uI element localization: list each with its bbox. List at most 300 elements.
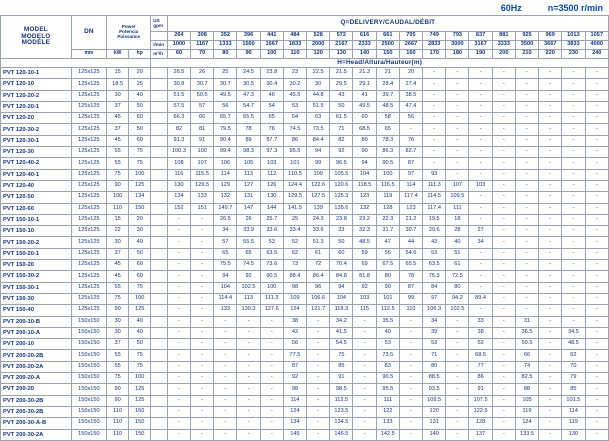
row-head-15: - <box>515 147 538 158</box>
row-head-6: - <box>307 361 330 372</box>
row-dn: 150x150 <box>71 327 106 338</box>
row-dn: 125x125 <box>71 305 106 316</box>
row-model: PVT 150-10 <box>1 226 72 237</box>
row-head-2: 106 <box>214 158 237 169</box>
row-head-6: - <box>307 406 330 417</box>
row-power-kw: 90 <box>107 180 129 191</box>
row-model: PVT 200-30-2A <box>1 429 72 440</box>
row-head-10: 97 <box>399 169 422 180</box>
row-head-15: 31 <box>515 316 538 327</box>
row-head-18: - <box>585 271 609 282</box>
row-head-16: - <box>539 192 562 203</box>
row-head-8: 29.1 <box>353 79 376 90</box>
row-model: PVT 150-30-2 <box>1 271 72 282</box>
row-head-15: - <box>515 237 538 248</box>
row-head-1: - <box>191 361 214 372</box>
row-unit-spacer <box>151 203 168 214</box>
row-head-14: - <box>492 373 515 384</box>
row-head-4: - <box>260 395 283 406</box>
row-power-kw: 45 <box>107 260 129 271</box>
row-head-12: - <box>446 361 469 372</box>
row-model: PVT 120-50 <box>1 192 72 203</box>
row-head-13: 91 <box>469 384 492 395</box>
row-head-5: 25 <box>283 214 306 225</box>
row-power-kw: 30 <box>107 327 129 338</box>
row-head-5: 109 <box>283 293 306 304</box>
row-head-15: - <box>515 135 538 146</box>
table-row <box>1 226 609 237</box>
row-head-17: 101.5 <box>562 395 585 406</box>
row-head-0: - <box>167 395 190 406</box>
row-head-14: - <box>492 418 515 429</box>
row-head-18: - <box>585 90 609 101</box>
row-head-7: 61.5 <box>330 113 353 124</box>
row-head-10: 82.7 <box>399 147 422 158</box>
row-head-14: - <box>492 90 515 101</box>
row-head-13: 86 <box>469 373 492 384</box>
row-head-15: - <box>515 192 538 203</box>
flow-usgpm-8: 616 <box>353 32 376 41</box>
row-head-18: - <box>585 429 609 440</box>
row-head-16: - <box>539 169 562 180</box>
row-head-0: - <box>167 327 190 338</box>
row-head-14: - <box>492 135 515 146</box>
row-head-14: - <box>492 395 515 406</box>
row-model: PVT 200-10-A <box>1 327 72 338</box>
flow-usgpm-5: 484 <box>283 32 306 41</box>
row-dn: 150x150 <box>71 373 106 384</box>
row-head-11: 111.3 <box>423 180 446 191</box>
row-unit-spacer <box>151 113 168 124</box>
row-unit-spacer <box>151 90 168 101</box>
flow-m3h-18: 240 <box>585 50 609 59</box>
row-head-12: 107 <box>446 180 469 191</box>
row-head-2: 104 <box>214 282 237 293</box>
row-power-kw: 55 <box>107 282 129 293</box>
row-head-2: - <box>214 384 237 395</box>
row-head-7: 50 <box>330 237 353 248</box>
row-head-10: - <box>399 373 422 384</box>
row-head-8: 118.5 <box>353 180 376 191</box>
row-head-8: 90 <box>353 147 376 158</box>
row-head-6: 63 <box>307 113 330 124</box>
row-head-7: 112.5 <box>330 395 353 406</box>
row-head-14: - <box>492 214 515 225</box>
flow-lmin-2: 1333 <box>214 41 237 50</box>
row-head-7: 96.5 <box>330 158 353 169</box>
row-head-17: - <box>562 113 585 124</box>
flow-lmin-12: 3000 <box>446 41 469 50</box>
row-dn: 150x150 <box>71 406 106 417</box>
row-head-5: 145 <box>283 429 306 440</box>
row-head-9: 111 <box>376 395 399 406</box>
row-head-1: - <box>191 406 214 417</box>
flow-m3h-3: 90 <box>237 50 260 59</box>
row-dn: 150x150 <box>71 418 106 429</box>
row-head-4: 23.8 <box>260 68 283 79</box>
row-power-hp: 100 <box>129 373 151 384</box>
row-head-1: - <box>191 350 214 361</box>
row-head-4: 33.6 <box>260 226 283 237</box>
flow-m3h-8: 140 <box>353 50 376 59</box>
table-row <box>1 429 609 440</box>
row-head-2: 114.4 <box>214 293 237 304</box>
row-head-3: 30.5 <box>237 79 260 90</box>
row-head-2: 133 <box>214 305 237 316</box>
row-head-0: 57.5 <box>167 101 190 112</box>
row-head-1: - <box>191 237 214 248</box>
row-dn: 125x125 <box>71 226 106 237</box>
row-head-0: 100.3 <box>167 147 190 158</box>
row-head-12: - <box>446 350 469 361</box>
row-head-5: 42 <box>283 327 306 338</box>
row-head-11: 117.4 <box>423 203 446 214</box>
row-head-14: - <box>492 384 515 395</box>
row-head-16: - <box>539 260 562 271</box>
flow-m3h-2: 80 <box>214 50 237 59</box>
row-unit-spacer <box>151 316 168 327</box>
row-head-2: 34 <box>214 226 237 237</box>
row-head-15: - <box>515 271 538 282</box>
table-row <box>1 327 609 338</box>
row-head-3: 113 <box>237 293 260 304</box>
row-unit-spacer <box>151 384 168 395</box>
row-head-7: 125.3 <box>330 192 353 203</box>
row-head-7: 70.4 <box>330 260 353 271</box>
table-row <box>1 214 609 225</box>
row-head-11: 106.3 <box>423 305 446 316</box>
row-head-7: 98.5 <box>330 384 353 395</box>
flow-usgpm-18: 1057 <box>585 32 609 41</box>
flow-lmin-4: 1667 <box>260 41 283 50</box>
row-dn: 125x125 <box>71 203 106 214</box>
row-head-11: 120 <box>423 406 446 417</box>
row-head-8: - <box>353 429 376 440</box>
row-head-5: 88.4 <box>283 271 306 282</box>
row-unit-spacer <box>151 68 168 79</box>
row-power-kw: 90 <box>107 395 129 406</box>
flow-m3h-15: 210 <box>515 50 538 59</box>
row-unit-spacer <box>151 135 168 146</box>
row-head-3: 113 <box>237 169 260 180</box>
table-row <box>1 260 609 271</box>
flow-lmin-16: 3667 <box>539 41 562 50</box>
row-power-hp: 20 <box>129 68 151 79</box>
row-power-kw: 45 <box>107 135 129 146</box>
row-head-11: 53 <box>423 339 446 350</box>
row-power-hp: 50 <box>129 124 151 135</box>
row-head-7: 41.5 <box>330 327 353 338</box>
flow-usgpm-11: 749 <box>423 32 446 41</box>
row-unit-spacer <box>151 158 168 169</box>
row-head-11: 71 <box>423 350 446 361</box>
row-model: PVT 200-30-2B <box>1 406 72 417</box>
row-head-15: - <box>515 260 538 271</box>
row-head-9: 35.5 <box>376 316 399 327</box>
row-head-1: - <box>191 429 214 440</box>
row-model: PVT 200-10-B <box>1 316 72 327</box>
row-head-13: 38 <box>469 327 492 338</box>
row-power-hp: 100 <box>129 169 151 180</box>
row-head-16: - <box>539 282 562 293</box>
row-head-12: 61 <box>446 260 469 271</box>
row-head-4: 46 <box>260 90 283 101</box>
row-unit-spacer <box>151 180 168 191</box>
row-head-5: 87 <box>283 361 306 372</box>
row-head-15: 82.5 <box>515 373 538 384</box>
row-head-16: - <box>539 429 562 440</box>
row-head-0: - <box>167 271 190 282</box>
row-power-hp: 60 <box>129 260 151 271</box>
row-head-2: 129 <box>214 180 237 191</box>
row-head-3: - <box>237 316 260 327</box>
row-head-16: - <box>539 101 562 112</box>
row-head-7: 92 <box>330 147 353 158</box>
row-head-6: 127.5 <box>307 192 330 203</box>
row-head-16: - <box>539 350 562 361</box>
row-head-7: 120.6 <box>330 180 353 191</box>
row-head-15: - <box>515 305 538 316</box>
row-head-14: - <box>492 169 515 180</box>
row-head-14: - <box>492 124 515 135</box>
row-power-hp: 40 <box>129 316 151 327</box>
row-model: PVT 120-20-1 <box>1 101 72 112</box>
row-head-1: - <box>191 293 214 304</box>
row-head-8: 94 <box>353 158 376 169</box>
row-dn: 125x125 <box>71 113 106 124</box>
row-head-4: 100 <box>260 282 283 293</box>
row-head-18: - <box>585 180 609 191</box>
row-head-18: - <box>585 361 609 372</box>
row-dn: 125x125 <box>71 90 106 101</box>
row-head-9: 122 <box>376 406 399 417</box>
row-dn: 150x150 <box>71 384 106 395</box>
flow-lmin-7: 2167 <box>330 41 353 50</box>
row-head-6: - <box>307 384 330 395</box>
row-head-18: - <box>585 282 609 293</box>
row-head-1: - <box>191 214 214 225</box>
row-head-12: 111 <box>446 203 469 214</box>
row-unit-spacer <box>151 429 168 440</box>
row-head-18: - <box>585 147 609 158</box>
row-head-8: 21.3 <box>353 68 376 79</box>
flow-m3h-6: 120 <box>307 50 330 59</box>
row-head-17: - <box>562 135 585 146</box>
row-head-16: - <box>539 395 562 406</box>
row-head-1: 115.5 <box>191 169 214 180</box>
row-head-16: - <box>539 271 562 282</box>
row-power-hp: 25 <box>129 79 151 90</box>
row-power-hp: 75 <box>129 158 151 169</box>
row-head-13: - <box>469 147 492 158</box>
row-head-17: - <box>562 90 585 101</box>
row-head-7: 94 <box>330 282 353 293</box>
table-row <box>1 316 609 327</box>
row-power-hp: 125 <box>129 305 151 316</box>
row-unit-spacer <box>151 260 168 271</box>
row-head-18: - <box>585 68 609 79</box>
header-q-title: Q=DELIVERY/CAUDAL/DÉBIT <box>167 16 608 32</box>
row-head-2: - <box>214 361 237 372</box>
row-head-3: 127 <box>237 180 260 191</box>
row-head-0: - <box>167 237 190 248</box>
flow-usgpm-17: 1013 <box>562 32 585 41</box>
flow-lmin-15: 3500 <box>515 41 538 50</box>
row-head-8: 48.5 <box>353 237 376 248</box>
row-head-2: 132 <box>214 192 237 203</box>
row-head-14: - <box>492 68 515 79</box>
row-head-13: 77 <box>469 361 492 372</box>
row-power-kw: 90 <box>107 305 129 316</box>
row-power-kw: 75 <box>107 373 129 384</box>
row-head-3: 92 <box>237 271 260 282</box>
header-model <box>1 16 72 59</box>
row-head-15: - <box>515 214 538 225</box>
row-head-9: 78.3 <box>376 135 399 146</box>
row-power-hp: 40 <box>129 237 151 248</box>
row-head-16: - <box>539 113 562 124</box>
row-dn: 125x125 <box>71 260 106 271</box>
row-head-7: 82 <box>330 135 353 146</box>
row-head-9: 133 <box>376 418 399 429</box>
row-head-12: 40 <box>446 237 469 248</box>
row-model: PVT 120-10 <box>1 79 72 90</box>
table-row <box>1 271 609 282</box>
row-head-10: 78 <box>399 271 422 282</box>
row-head-5: 38 <box>283 316 306 327</box>
flow-usgpm-13: 837 <box>469 32 492 41</box>
row-head-10: - <box>399 350 422 361</box>
row-head-18: - <box>585 226 609 237</box>
header-power <box>107 16 151 50</box>
row-head-1: - <box>191 384 214 395</box>
table-row <box>1 135 609 146</box>
row-head-10: 117.4 <box>399 192 422 203</box>
row-head-2: - <box>214 429 237 440</box>
row-power-hp: 75 <box>129 147 151 158</box>
row-power-hp: 125 <box>129 384 151 395</box>
flow-lmin-17: 3833 <box>562 41 585 50</box>
row-dn: 125x125 <box>71 135 106 146</box>
table-row <box>1 79 609 90</box>
row-head-0: 152 <box>167 203 190 214</box>
row-head-3: 65 <box>237 248 260 259</box>
row-head-17: 114 <box>562 406 585 417</box>
row-head-4: 112 <box>260 169 283 180</box>
row-power-hp: 60 <box>129 135 151 146</box>
row-model: PVT 200-20-2A <box>1 361 72 372</box>
row-head-0: - <box>167 293 190 304</box>
row-head-18: - <box>585 79 609 90</box>
row-head-3: - <box>237 373 260 384</box>
flow-lmin-18: 4000 <box>585 41 609 50</box>
row-power-kw: 37 <box>107 101 129 112</box>
row-head-0: 30.8 <box>167 79 190 90</box>
row-head-3: - <box>237 339 260 350</box>
row-head-8: - <box>353 361 376 372</box>
header-h-title: H=Head/Altura/Hauteur(m) <box>151 59 609 68</box>
row-head-1: 26 <box>191 68 214 79</box>
row-head-1: 57 <box>191 101 214 112</box>
row-head-10: 20 <box>399 68 422 79</box>
row-head-18: - <box>585 293 609 304</box>
row-head-18: - <box>585 395 609 406</box>
row-head-5: 92 <box>283 373 306 384</box>
row-head-13: 122.5 <box>469 406 492 417</box>
row-head-9: 47 <box>376 237 399 248</box>
row-head-14: - <box>492 192 515 203</box>
row-head-18: - <box>585 260 609 271</box>
row-head-8: - <box>353 327 376 338</box>
flow-lmin-9: 2500 <box>376 41 399 50</box>
row-head-7: 33 <box>330 226 353 237</box>
row-head-14: - <box>492 248 515 259</box>
row-head-4: 76 <box>260 124 283 135</box>
row-head-15: - <box>515 101 538 112</box>
row-head-5: 86 <box>283 135 306 146</box>
row-head-5: 73 <box>283 260 306 271</box>
row-head-2: 30.7 <box>214 79 237 90</box>
flow-m3h-17: 230 <box>562 50 585 59</box>
table-row <box>1 169 609 180</box>
row-head-6: 84.4 <box>307 135 330 146</box>
row-head-16: - <box>539 361 562 372</box>
row-head-6: 33.6 <box>307 226 330 237</box>
row-power-hp: 50 <box>129 248 151 259</box>
table-head <box>1 16 609 68</box>
row-head-16: - <box>539 305 562 316</box>
row-head-17: 62 <box>562 350 585 361</box>
row-unit-spacer <box>151 339 168 350</box>
row-dn: 125x125 <box>71 68 106 79</box>
row-head-10: 87 <box>399 158 422 169</box>
row-head-1: - <box>191 248 214 259</box>
flow-m3h-13: 190 <box>469 50 492 59</box>
row-head-7: 23.8 <box>330 214 353 225</box>
row-power-kw: 55 <box>107 361 129 372</box>
row-head-17: - <box>562 124 585 135</box>
row-model: PVT 120-10-1 <box>1 68 72 79</box>
row-head-15: - <box>515 226 538 237</box>
row-head-6: 22.5 <box>307 68 330 79</box>
row-head-10: 44 <box>399 237 422 248</box>
row-head-0: 91.3 <box>167 135 190 146</box>
row-head-5: 98 <box>283 282 306 293</box>
row-head-17: - <box>562 237 585 248</box>
row-head-6: 106.6 <box>307 293 330 304</box>
row-model: PVT 150-20-1 <box>1 248 72 259</box>
row-unit-spacer <box>151 350 168 361</box>
flow-m3h-16: 220 <box>539 50 562 59</box>
row-head-8: 69 <box>353 260 376 271</box>
row-head-10: - <box>399 406 422 417</box>
pump-performance-table <box>0 15 609 441</box>
row-head-14: - <box>492 327 515 338</box>
table-row <box>1 361 609 372</box>
row-head-12: 72.5 <box>446 271 469 282</box>
row-unit-spacer <box>151 373 168 384</box>
flow-lmin-5: 1833 <box>283 41 306 50</box>
row-head-12: - <box>446 124 469 135</box>
row-head-18: - <box>585 373 609 384</box>
row-power-hp: 100 <box>129 293 151 304</box>
row-dn: 150x150 <box>71 350 106 361</box>
row-power-kw: 45 <box>107 271 129 282</box>
row-head-18: - <box>585 135 609 146</box>
row-head-4: - <box>260 406 283 417</box>
row-unit-spacer <box>151 192 168 203</box>
row-head-17: - <box>562 226 585 237</box>
